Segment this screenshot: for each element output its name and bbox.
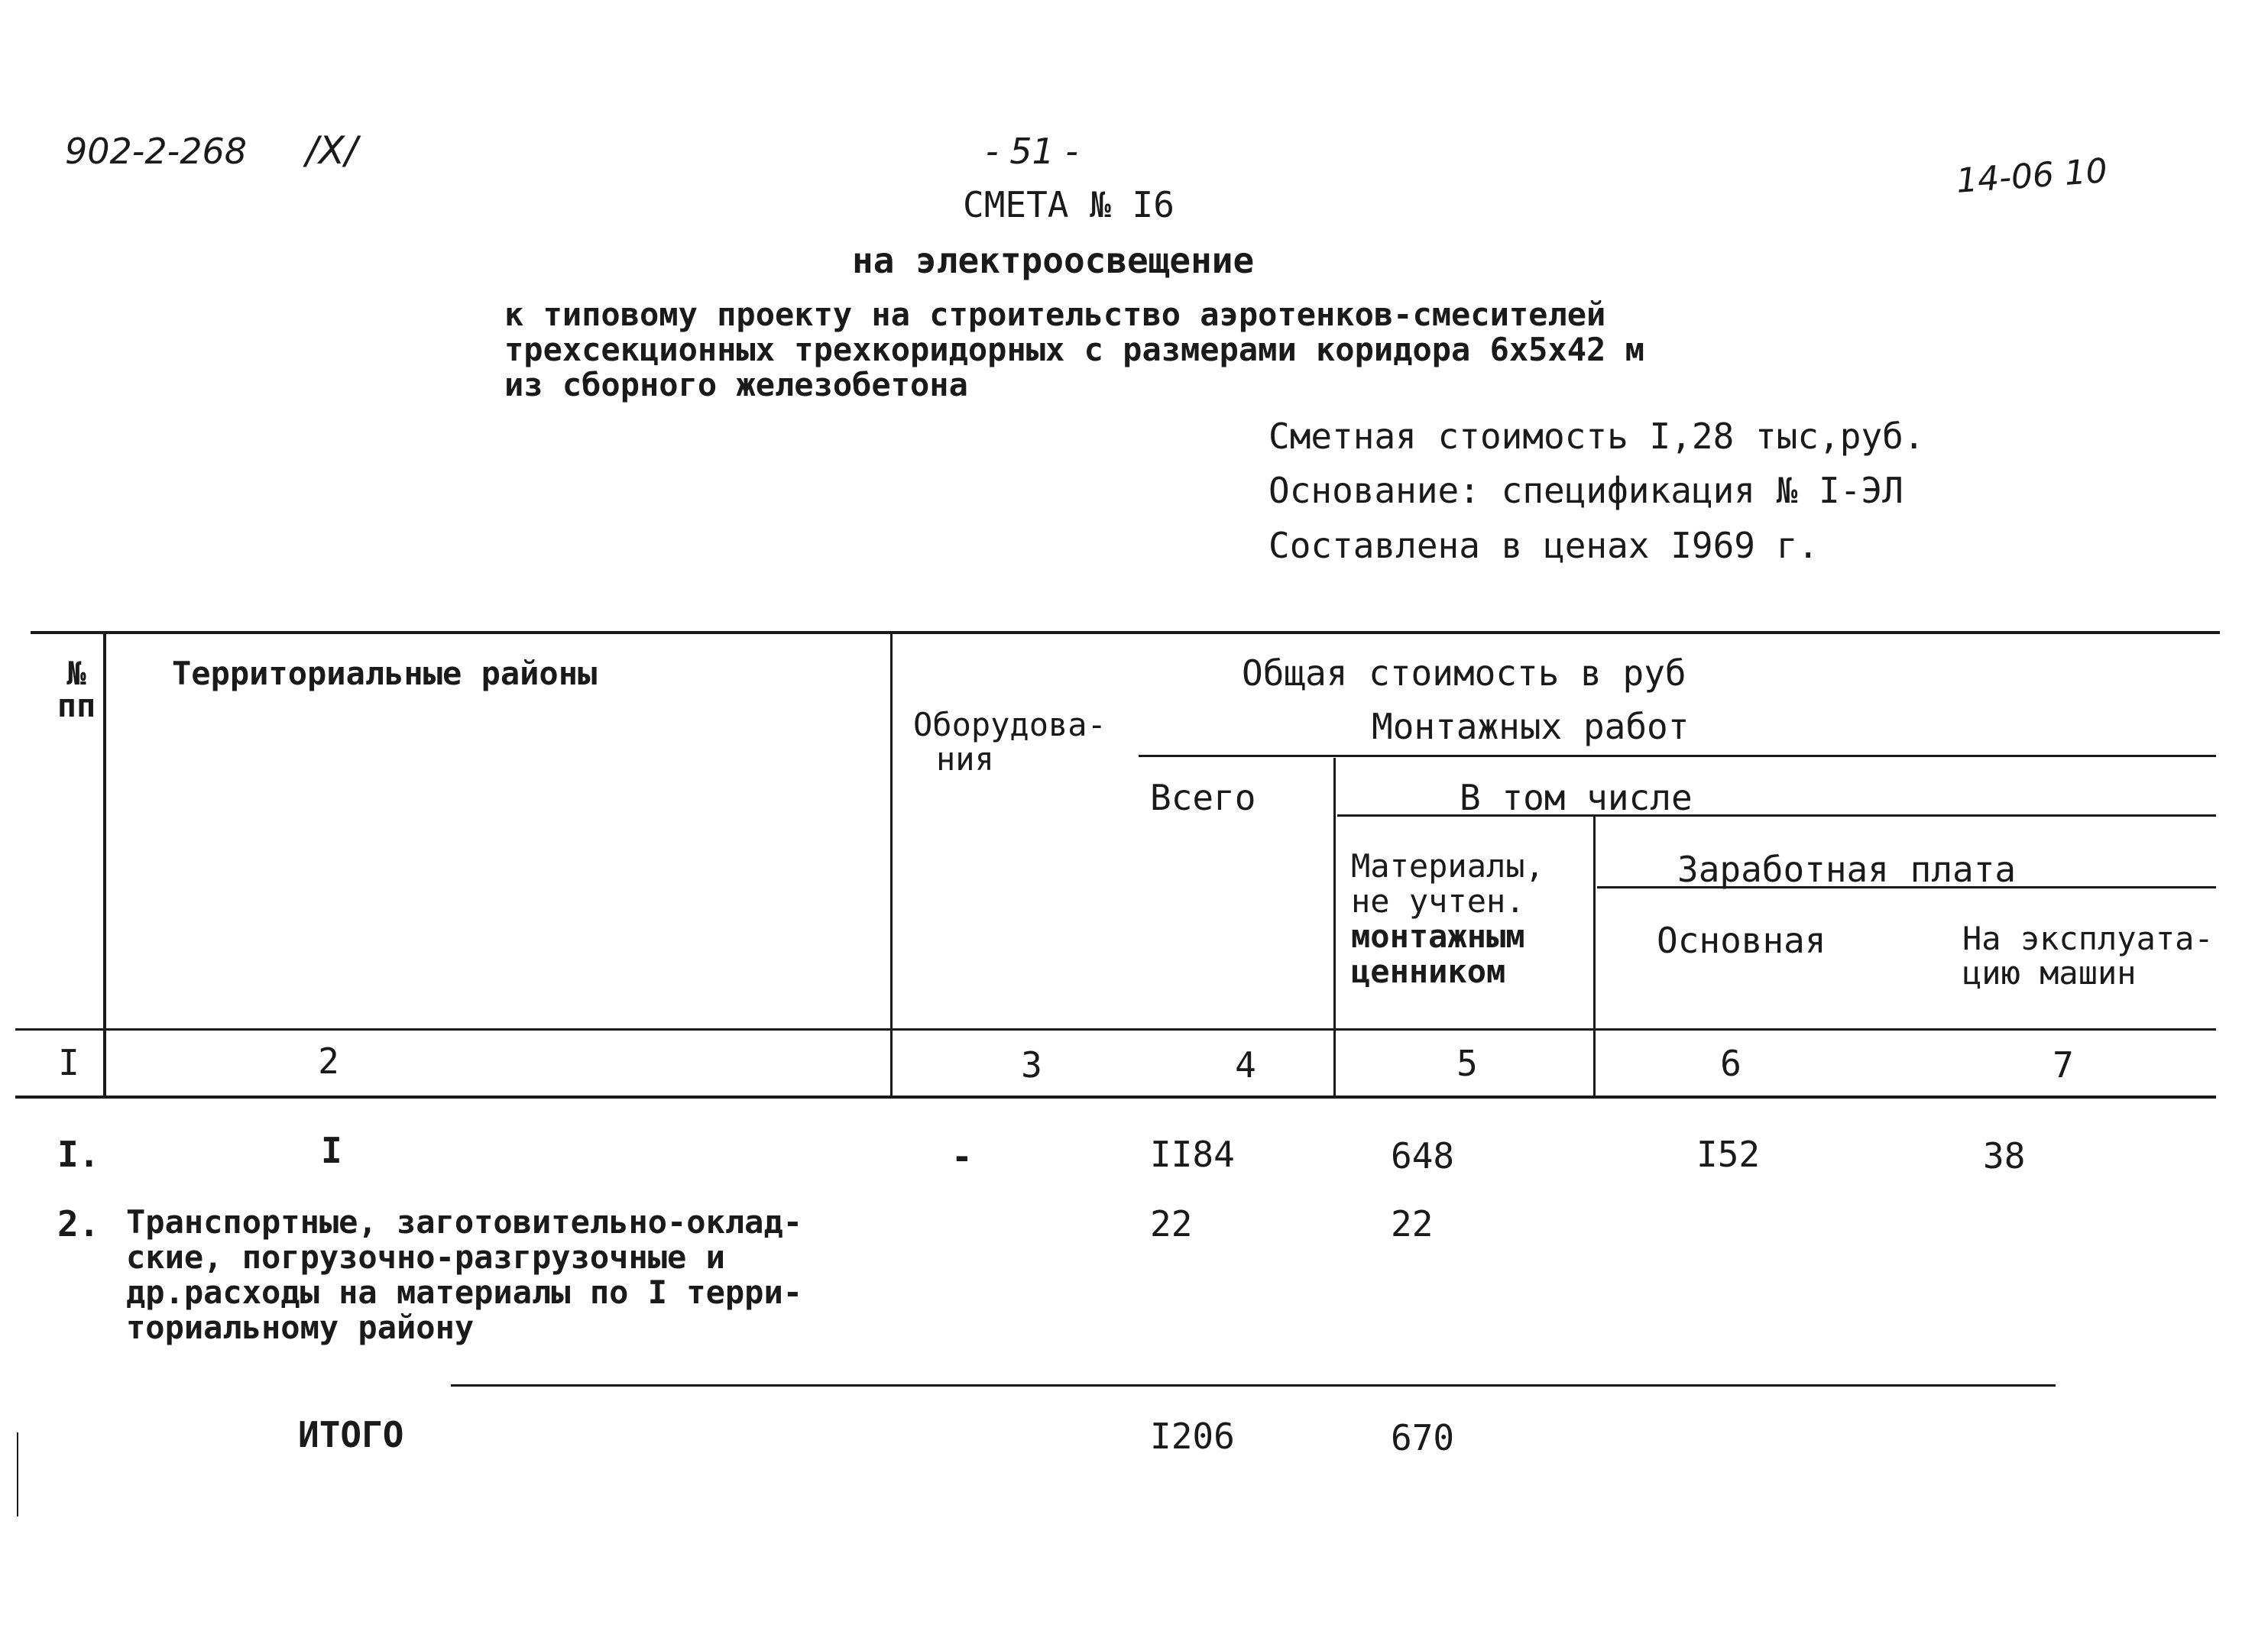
row-region-line-2: ские, погрузочно-разгрузочные и (126, 1238, 725, 1276)
totals-label: ИТОГО (298, 1414, 404, 1455)
column-number: 7 (2053, 1044, 2074, 1086)
price-year: Составлена в ценах I969 г. (1268, 525, 1819, 566)
header-machines-l1: На эксплуата- (1962, 920, 2214, 957)
header-wages: Заработная плата (1677, 849, 2017, 890)
row-basic: I52 (1696, 1134, 1761, 1175)
row-region-line-1: Транспортные, заготовительно-оклад- (126, 1203, 803, 1241)
estimate-basis: Основание: спецификация № I-ЭЛ (1268, 470, 1904, 511)
column-number: 2 (318, 1041, 339, 1082)
row-region: I (321, 1130, 342, 1171)
row-region-line-3: др.расходы на материалы по I терри- (126, 1274, 803, 1311)
row-materials: 22 (1391, 1203, 1434, 1244)
row-total: 22 (1150, 1203, 1193, 1244)
header-num-l1: № (66, 655, 86, 692)
row-region-line-4: ториальному району (126, 1309, 475, 1346)
row-machines: 38 (1983, 1135, 2026, 1176)
header-including: В том числе (1460, 777, 1693, 818)
header-equipment-l2: ния (936, 740, 994, 778)
project-line-3: из сборного железобетона (504, 366, 968, 403)
header-materials-l1: Материалы, (1351, 847, 1544, 885)
header-materials-l2: не учтен. (1351, 882, 1525, 920)
row-number: 2. (57, 1203, 100, 1244)
row-equipment: - (951, 1136, 973, 1177)
header-total: Всего (1150, 777, 1256, 818)
totals-materials: 670 (1391, 1417, 1455, 1458)
header-basic: Основная (1657, 920, 1826, 961)
header-materials-l4: ценником (1351, 953, 1506, 990)
header-total-cost: Общая стоимость в руб (1242, 652, 1686, 694)
album-number: /X/ (306, 128, 358, 173)
column-number: I (58, 1042, 79, 1083)
row-number: I. (57, 1134, 100, 1175)
project-line-1: к типовому проекту на строительство аэротенков-смесителей (504, 296, 1606, 333)
handwritten-stamp: 14-06 10 (1955, 151, 2109, 201)
column-number: 3 (1021, 1044, 1042, 1086)
document-code: 902-2-268 (65, 131, 248, 172)
header-installation: Монтажных работ (1372, 706, 1690, 747)
header-materials-l3: монтажным (1351, 918, 1525, 955)
column-number: 6 (1720, 1043, 1742, 1084)
header-regions: Территориальные районы (172, 655, 598, 692)
column-number: 5 (1456, 1043, 1478, 1084)
totals-total: I206 (1150, 1416, 1235, 1457)
header-num-l2: пп (57, 687, 96, 724)
column-number: 4 (1235, 1044, 1256, 1086)
document-subject: на электроосвещение (852, 240, 1255, 281)
header-equipment-l1: Оборудова- (913, 706, 1106, 743)
document-title: СМЕТА № I6 (963, 184, 1174, 225)
row-materials: 648 (1391, 1135, 1455, 1176)
project-line-2: трехсекционных трехкоридорных с размерами коридора 6х5х42 м (504, 331, 1644, 368)
page-number: - 51 - (986, 131, 1078, 172)
header-machines-l2: цию машин (1962, 954, 2137, 992)
estimated-cost: Сметная стоимость I,28 тыс,руб. (1268, 416, 1925, 457)
row-total: II84 (1150, 1134, 1235, 1175)
